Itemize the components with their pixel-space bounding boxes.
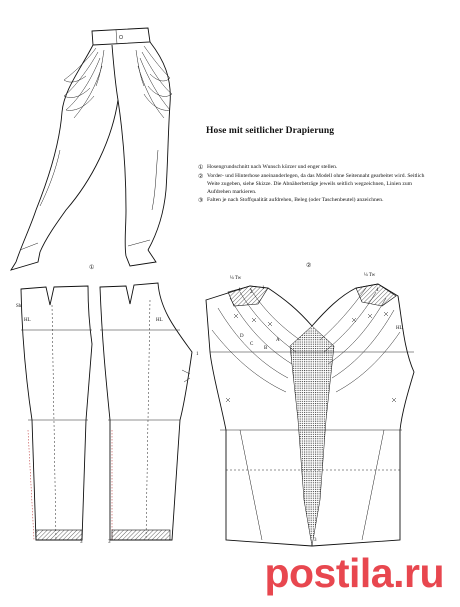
instruction-item-2 xyxy=(198,173,430,196)
quarter-waist-left-label: ¼ Tw xyxy=(230,276,242,281)
page-title: Hose mit seitlicher Drapierung xyxy=(206,126,335,136)
instruction-text: Falten je nach Stoffqualität aufdrehen, Beleg (oder Taschenbeutel) anzeichnen. xyxy=(207,197,384,204)
instruction-number: ③ xyxy=(198,198,204,205)
hip-line-label-right: HL xyxy=(156,318,163,323)
num-1b-label: 1 xyxy=(262,286,265,291)
letter-d-label: D xyxy=(240,334,244,339)
trouser-sketch xyxy=(11,28,172,270)
letter-a-label: A xyxy=(276,338,280,343)
figure-2-pattern xyxy=(206,284,414,546)
figure-1-label: ① xyxy=(89,265,95,271)
instruction-item-1 xyxy=(198,164,430,172)
letter-b-label: B xyxy=(264,346,268,351)
hip-line-label-center: HL xyxy=(396,326,403,331)
num-3-center: 3 xyxy=(314,538,317,543)
num-3-right: 3 xyxy=(108,540,111,545)
instruction-list xyxy=(198,164,430,207)
instruction-item-3 xyxy=(198,197,430,205)
num-2-label: 2 xyxy=(250,290,253,295)
instruction-text: Vorder- und Hinterhose aneinanderlegen, da das Modell ohne Seitennaht gearbeitet wird. Seitlich Weite zugeben, siehe Skizze. Die Abnäherbeträge jeweils seitlich wegzeichnen, Linien zum Aufdrehen markieren. xyxy=(207,173,425,195)
figure-2-label: ② xyxy=(306,263,312,269)
sh-label: Sh xyxy=(16,304,22,309)
instruction-number: ① xyxy=(198,165,204,171)
instruction-number: ② xyxy=(198,174,204,181)
instruction-text: Hosengrundschnitt nach Wunsch kürzer und enger stellen. xyxy=(207,164,338,170)
num-4-label: 4 xyxy=(376,288,379,293)
figure-1-pattern xyxy=(21,283,192,540)
num-3-left: 3 xyxy=(80,540,83,545)
num-4b-label: 4 xyxy=(238,288,241,293)
watermark-logo: postila.ru xyxy=(264,550,444,596)
num-1-label: 1 xyxy=(196,352,199,357)
hip-line-label-left: HL xyxy=(24,318,31,323)
quarter-waist-right-label: ¼ Tw xyxy=(364,273,376,278)
letter-c-label: C xyxy=(250,342,254,347)
